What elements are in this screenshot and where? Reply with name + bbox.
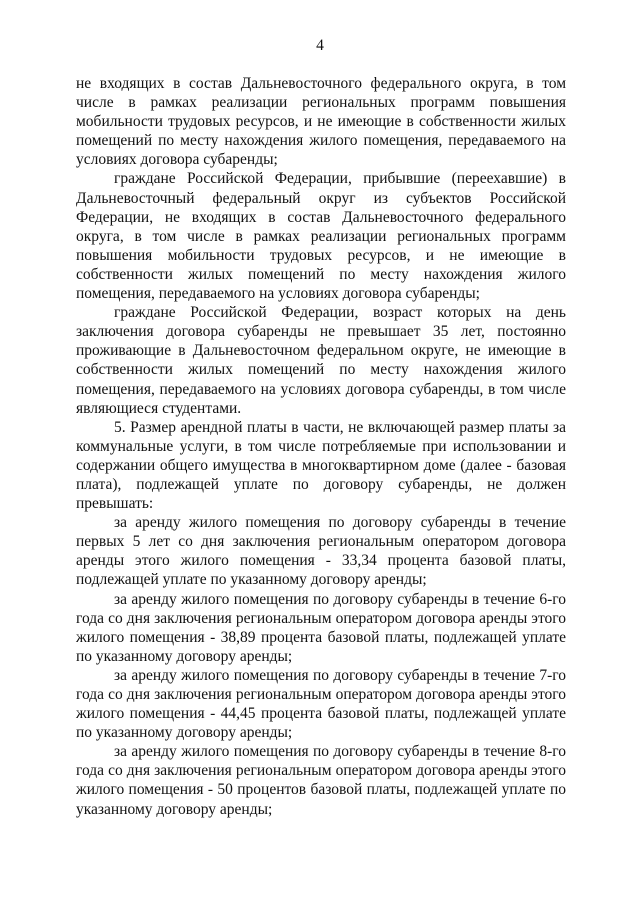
paragraph-rate-year-8: за аренду жилого помещения по договору субаренды в течение 8-го года со дня заключения региональным оператором договора аренды этого жилого помещения - 50 процентов базовой платы, подлежащей уплате по указанному договору аренды; [76,743,566,818]
paragraph-rate-year-7: за аренду жилого помещения по договору субаренды в течение 7-го года со дня заключения региональным оператором договора аренды этого жилого помещения - 44,45 процента базовой платы, подлежащей уплате по указанному договору аренды; [76,666,566,742]
paragraph-young-citizens: граждане Российской Федерации, возраст которых на день заключения договора субаренды не превышает 35 лет, постоянно проживающие в Дальневосточном федеральном округе, не имеющие в собственности жилых помещений по месту нахождения жилого помещения, передаваемого на условиях договора субаренды, в том числе являющиеся студентами. [76,304,566,417]
paragraph-rate-year-6: за аренду жилого помещения по договору субаренды в течение 6-го года со дня заключения региональным оператором договора аренды этого жилого помещения - 38,89 процента базовой платы, подлежащей уплате по указанному договору аренды; [76,590,566,665]
paragraph-rent-limit: 5. Размер арендной платы в части, не включающей размер платы за коммунальные услуги, в том числе потребляемые при использовании и содержании общего имущества в многоквартирном доме (далее - базовая плата), подлежащей уплате по договору субаренды, не должен превышать: [76,418,566,513]
paragraph-rate-first-5-years: за аренду жилого помещения по договору субаренды в течение первых 5 лет со дня заключения региональным оператором договора аренды этого жилого помещения - 33,34 процента базовой платы, подлежащей уплате по указанному договору аренды; [76,514,566,589]
paragraph-continuation: не входящих в состав Дальневосточного федерального округа, в том числе в рамках реализации региональных программ повышения мобильности трудовых ресурсов, и не имеющие в собственности жилых помещений по месту нахождения жилого помещения, передаваемого на условиях договора субаренды; [76,75,566,169]
page-number: 4 [316,37,324,54]
paragraph-arrived-citizens: граждане Российской Федерации, прибывшие (переехавшие) в Дальневосточный федеральный округ из субъектов Российской Федерации, не входящих в состав Дальневосточного федерального округа, в том числе в рамках реализации региональных программ повышения мобильности трудовых ресурсов, и не имеющие в собственности жилых помещений по месту нахождения жилого помещения, передаваемого на условиях договора субаренды; [76,170,566,303]
document-body [76,74,566,819]
